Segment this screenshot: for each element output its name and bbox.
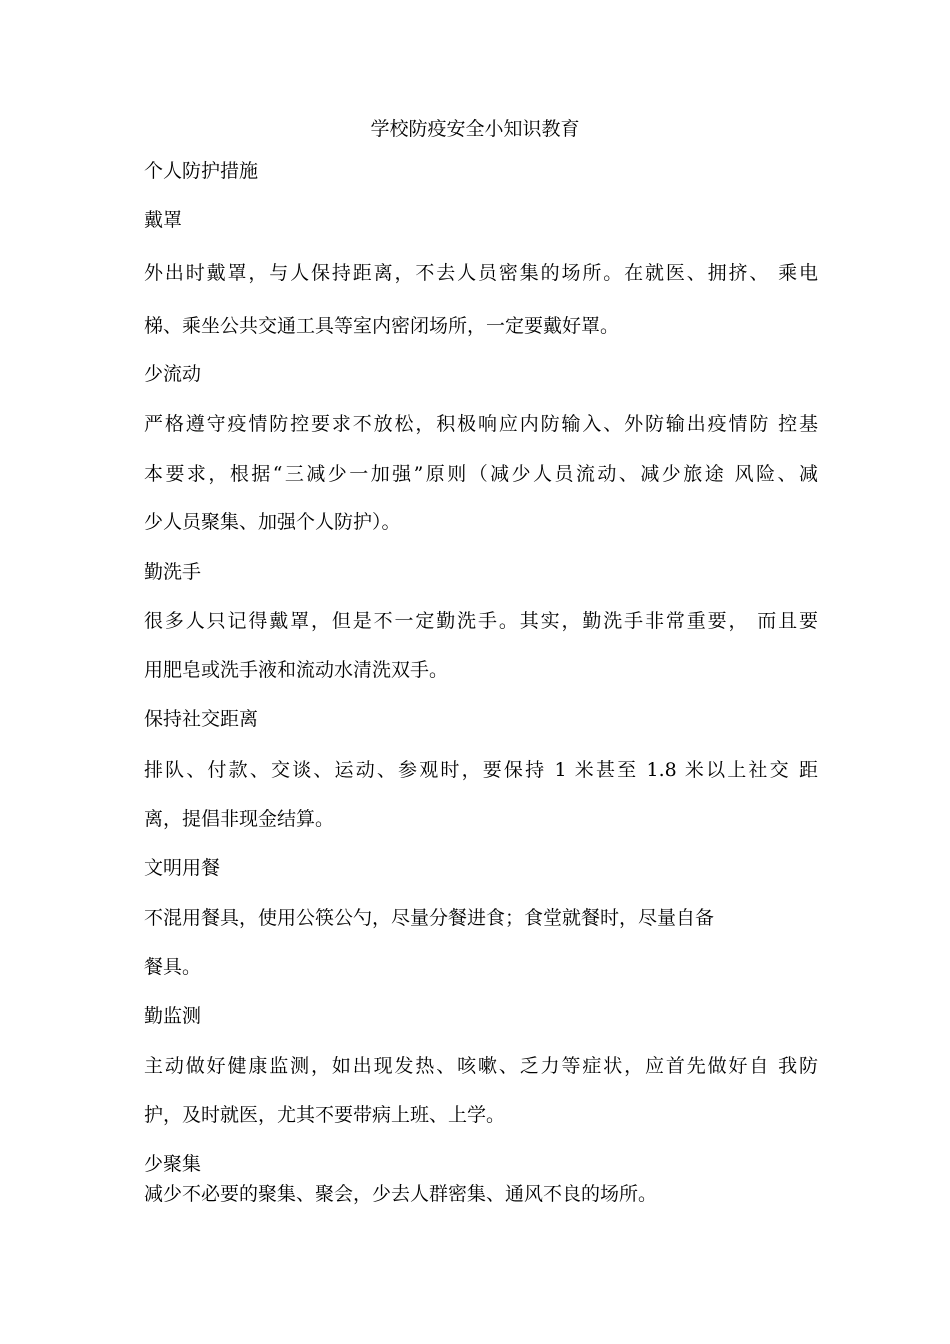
movement-text-line-3: 少人员聚集、加强个人防护）。 [144, 511, 401, 533]
dining-text-line-1: 不混用餐具，使用公筷公勺，尽量分餐进食；食堂就餐时，尽量自备 [144, 907, 715, 929]
mask-text-line-1: 外出时戴罩，与人保持距离，不去人员密集的场所。在就医、拥挤、 乘电 [144, 262, 818, 284]
heading-social-distance: 保持社交距离 [144, 708, 259, 730]
heading-less-gathering: 少聚集 [144, 1153, 202, 1175]
heading-civil-dining: 文明用餐 [144, 857, 221, 879]
movement-text-line-2: 本要求，根据“三减少一加强”原则（减少人员流动、减少旅途 风险、减 [144, 463, 818, 485]
dining-text-line-2: 餐具。 [144, 956, 202, 978]
monitoring-text-line-1: 主动做好健康监测，如出现发热、咳嗽、乏力等症状，应首先做好自 我防 [144, 1055, 818, 1077]
distance-text-line-1: 排队、付款、交谈、运动、参观时，要保持 1 米甚至 1.8 米以上社交 距 [144, 759, 818, 781]
gathering-text-line-1: 减少不必要的聚集、聚会，少去人群密集、通风不良的场所。 [144, 1183, 658, 1205]
document-title: 学校防疫安全小知识教育 [370, 118, 580, 140]
distance-text-line-2: 离，提倡非现金结算。 [144, 808, 335, 830]
wash-hands-text-line-1: 很多人只记得戴罩，但是不一定勤洗手。其实，勤洗手非常重要， 而且要 [144, 610, 818, 632]
wash-hands-text-line-2: 用肥皂或洗手液和流动水清洗双手。 [144, 659, 449, 681]
mask-text-line-2: 梯、乘坐公共交通工具等室内密闭场所，一定要戴好罩。 [144, 315, 620, 337]
section-heading-personal-protection: 个人防护措施 [144, 160, 259, 182]
heading-mask: 戴罩 [144, 209, 183, 231]
monitoring-text-line-2: 护，及时就医，尤其不要带病上班、上学。 [144, 1104, 506, 1126]
heading-wash-hands: 勤洗手 [144, 561, 202, 583]
movement-text-line-1: 严格遵守疫情防控要求不放松，积极响应内防输入、外防输出疫情防 控基 [144, 413, 818, 435]
heading-monitoring: 勤监测 [144, 1005, 202, 1027]
heading-less-movement: 少流动 [144, 363, 202, 385]
